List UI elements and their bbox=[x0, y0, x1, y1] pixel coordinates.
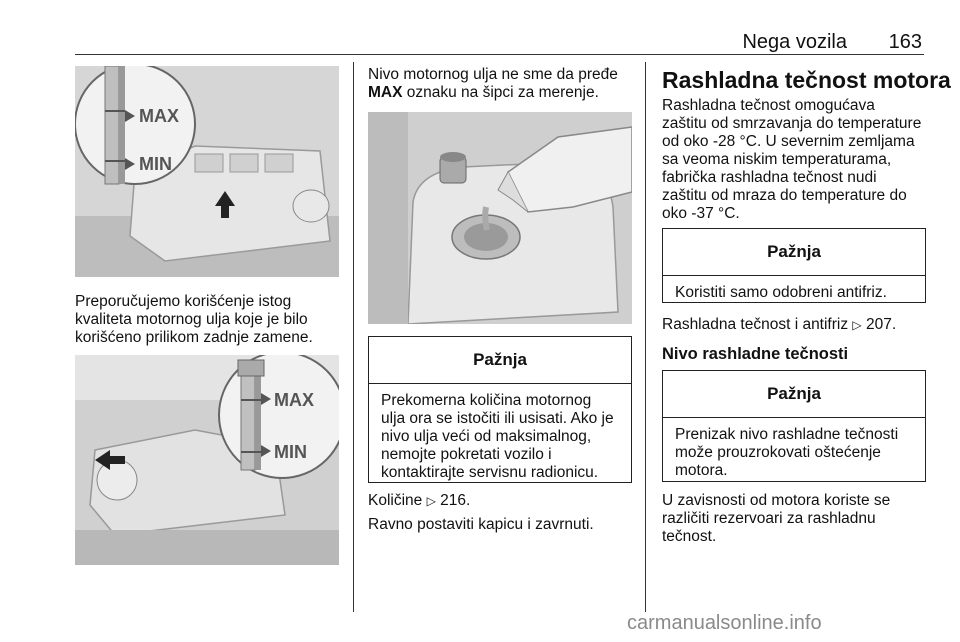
figure-engine-dipstick-bottom bbox=[75, 355, 339, 565]
triangle-right-icon: ▷ bbox=[852, 318, 862, 332]
col2-intro: Nivo motornog ulja ne sme da pređe MAX oznaku na šipci za merenje. bbox=[368, 66, 618, 101]
warning-title-3: Pažnja bbox=[663, 371, 925, 418]
ravno-line: Ravno postaviti kapicu i zavrnuti. bbox=[368, 516, 594, 533]
subheading-coolant-level: Nivo rashladne tečnosti bbox=[662, 345, 849, 363]
warning-box-coolant-level bbox=[662, 370, 926, 482]
watermark: carmanualsonline.info bbox=[627, 612, 822, 634]
header-rule bbox=[75, 54, 924, 55]
warning-body-3: Prenizak nivo rashladne tečnosti može prouzrokovati oštećenje motora. bbox=[675, 426, 899, 479]
warning-box-antifreeze bbox=[662, 228, 926, 303]
max-label: MAX bbox=[139, 106, 179, 126]
figure-engine-dipstick-top bbox=[75, 66, 339, 277]
coolant-paragraph-2: U zavisnosti od motora koriste se različiti rezervoari za rashladnu tečnost. bbox=[662, 492, 891, 545]
triangle-right-icon: ▷ bbox=[426, 494, 436, 508]
min-label-2: MIN bbox=[274, 442, 307, 462]
section-heading-coolant: Rashladna tečnost motora bbox=[662, 67, 951, 93]
warning-title-2: Pažnja bbox=[663, 229, 925, 276]
warning-body-2: Koristiti samo odobreni antifriz. bbox=[675, 284, 887, 301]
kolicine-line: Količine ▷ 216. bbox=[368, 492, 471, 509]
warning-box-oil bbox=[368, 336, 632, 483]
figure-oil-filling bbox=[368, 112, 632, 324]
col1-paragraph: Preporučujemo korišćenje istog kvaliteta motornog ulja koje je bilo korišćeno prilikom zadnje zamene. bbox=[75, 293, 313, 346]
page-header-title: Nega vozila bbox=[742, 31, 847, 53]
max-label-2: MAX bbox=[274, 390, 314, 410]
warning-body: Prekomerna količina motornog ulja ora se istočiti ili usisati. Ako je nivo ulja veći od maksimalnog, nemojte pokretati vozilo i kontaktirajte servisnu radionicu. bbox=[381, 392, 614, 481]
warning-title: Pažnja bbox=[369, 337, 631, 384]
coolant-paragraph: Rashladna tečnost omogućava zaštitu od smrzavanja do temperature od oko -28 °C. U severnim zemljama sa veoma niskim temperaturama, fabrička rashladna tečnost nudi zaštitu od mraza do temperature do oko -37 °C. bbox=[662, 97, 922, 222]
page-number: 163 bbox=[888, 31, 922, 53]
coolant-ref-line: Rashladna tečnost i antifriz ▷ 207. bbox=[662, 316, 897, 333]
min-label: MIN bbox=[139, 154, 172, 174]
column-divider-1 bbox=[353, 62, 354, 612]
column-divider-2 bbox=[645, 62, 646, 612]
